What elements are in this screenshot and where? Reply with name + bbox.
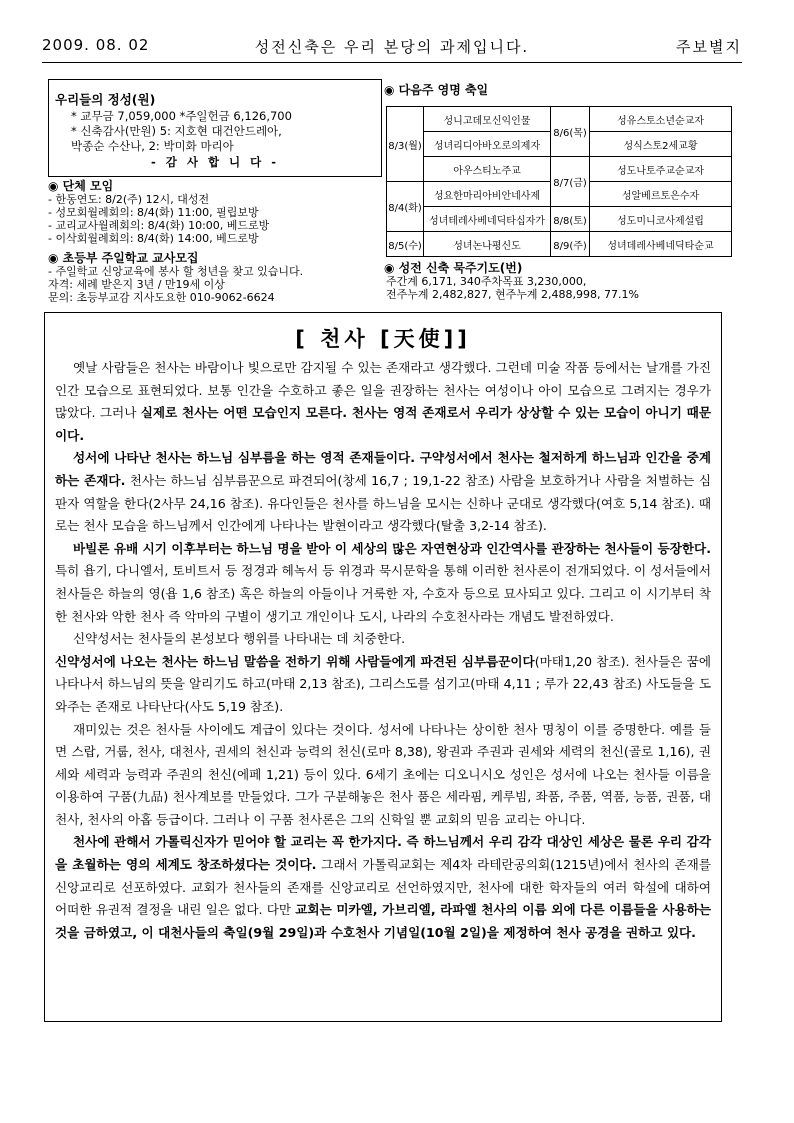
teacher-recruit-title: ◉ 초등부 주일학교 교사모집 <box>48 251 199 265</box>
paragraph-text: 특히 욥기, 다니엘서, 토비트서 등 정경과 헤녹서 등 위경과 묵시문학을 통해 이러한 천사론이 전개되었다. 이 성서들에서 천사들은 하늘의 영(욥 1,6 참조) 혹은 하늘의 아들이나 거룩한 자, 수호자 등으로 묘사되고 있다. 그리고 이 시기부터 착한 천사와 악한 천사 즉 악마의 구별이 생기고 개인이나 도시, 나라의 수호천사라는 개념도 발전하였다. <box>55 563 712 624</box>
meeting-item: - 이삭회월례회의: 8/4(화) 14:00, 베드로방 <box>48 232 259 245</box>
teacher-recruit <box>48 252 378 304</box>
offering-title: 우리들의 정성(원) <box>55 92 156 107</box>
article-paragraph <box>55 538 711 628</box>
saint-name: 성요한마리아비안네사제 <box>424 182 551 207</box>
article-paragraph <box>55 447 711 537</box>
offering-line: * 신축감사(만원) 5: 지호현 대건안드레아, <box>71 124 282 138</box>
meeting-item: - 성모회월례회의: 8/4(화) 11:00, 필립보방 <box>48 206 259 219</box>
paragraph-emphasis: 성서에 나타난 천사는 하느님 심부름을 하는 영적 존재들이다. 구약성서에서 천사는 철저하게 하느님과 인간을 중계하는 존재다. <box>55 450 711 488</box>
article-title: [ 천사 [天使]] <box>295 327 471 351</box>
saint-name: 성녀논나평신도 <box>424 232 551 257</box>
feast-date: 8/5(수) <box>387 232 424 257</box>
recruit-item: 자격: 세례 받은지 3년 / 만19세 이상 <box>48 278 225 291</box>
issue-date: 2009. 08. 02 <box>42 36 150 54</box>
bulletin-kind: 주보별지 <box>676 38 742 56</box>
paragraph-emphasis: 천사에 관해서 가톨릭신자가 믿어야 할 교리는 꼭 한가지다. 즉 하느님께서 우리 감각 대상인 세상은 물론 우리 감각을 초월하는 영의 세계도 창조하셨다는 것이다. <box>55 834 711 873</box>
page-header <box>42 36 742 58</box>
header-motto: 성전신축은 우리 본당의 과제입니다. <box>254 38 530 56</box>
table-row <box>387 107 732 132</box>
paragraph-text: 천사는 하느님 심부름꾼으로 파견되어(창세 16,7 ; 19,1-22 참조) 사람을 보호하거나 사람을 처벌하는 심판자 역할을 한다(2사무 24,16 참조). 유다인들은 천사를 하느님을 모시는 신하나 군대로 생각했다(여호 5,14 참조). 때로는 천사 모습을 하느님께서 인간에게 나타나는 발현이라고 생각했다(탈출 3,2-14 참조). <box>55 472 711 534</box>
meeting-item: - 교리교사월례회의: 8/4(화) 10:00, 베드로방 <box>48 219 270 232</box>
group-meetings <box>48 180 378 245</box>
recruit-item: - 주일학교 신앙교육에 봉사 할 청년을 찾고 있습니다. <box>48 265 304 278</box>
offering-line: 박종순 수산나, 2: 박미화 마리아 <box>71 139 234 153</box>
saint-name: 성녀데레사베네딕타순교 <box>590 232 732 257</box>
saint-name: 성유스토소년순교자 <box>590 107 732 132</box>
saint-name: 아우스티노주교 <box>424 157 551 182</box>
article-paragraph <box>55 831 711 944</box>
paragraph-text: 그래서 가톨릭교회는 제4차 라테란공의회(1215년)에서 천사의 존재를 신앙교리로 선포하였다. 교회가 천사들의 존재를 신앙교리로 선언하였지만, 천사에 대한 학자들의 여러 학설에 대하여 어떠한 유권적 결정을 내린 일은 없다. 다만 <box>55 857 711 918</box>
saint-name: 성알베르토은수자 <box>590 182 732 207</box>
saint-name: 성니고데모신익인물 <box>424 107 551 132</box>
offering-thanks: - 감 사 합 니 다 - <box>150 155 280 169</box>
offering-box <box>48 79 382 177</box>
feast-title: ◉ 다음주 영명 축일 <box>384 83 489 97</box>
paragraph-text: (마태1,20 참조). 천사들은 꿈에 나타나서 하느님의 뜻을 알리기도 하고(마태 2,13 참조), 그리스도를 섬기고(마태 4,11 ; 루가 22,43 참조) 사도들을 도와주는 존재로 나타난다(사도 5,19 참조). <box>55 653 711 714</box>
saint-name: 성도나토주교순교자 <box>590 157 732 182</box>
meeting-item: - 한동연도: 8/2(주) 12시, 대성전 <box>48 193 210 206</box>
saint-name: 성식스토2세교황 <box>590 132 732 157</box>
paragraph-emphasis: 실제로 천사는 어떤 모습인지 모른다. 천사는 영적 존재로서 우리가 상상할 수 있는 모습이 아니기 때문이다. <box>55 405 711 443</box>
table-row <box>387 207 732 232</box>
saint-name: 성도미니코사제설립 <box>590 207 732 232</box>
offering-line: * 교무금 7,059,000 *주일헌금 6,126,700 <box>71 109 292 123</box>
feast-date: 8/6(목) <box>551 107 590 157</box>
paragraph-text: 옛날 사람들은 천사는 바람이나 빛으로만 감지될 수 있는 존재라고 생각했다. 그런데 미술 작품 등에서는 날개를 가진 인간 모습으로 표현되었다. 보통 인간을 수호하고 좋은 일을 권장하는 천사는 여성이나 아이 모습으로 그려지는 경우가 많았다. 그러나 <box>55 360 711 421</box>
paragraph-emphasis: 바빌론 유배 시기 이후부터는 하느님 명을 받아 이 세상의 많은 자연현상과 인간역사를 관장하는 천사들이 등장한다. <box>73 540 711 556</box>
paragraph-emphasis: 신약성서에 나오는 천사는 하느님 말씀을 전하기 위해 사람들에게 파견된 심부름꾼이다 <box>55 653 535 669</box>
saint-name: 성녀테레사베네딕타십자가 <box>424 207 551 232</box>
rosary-section <box>384 262 742 301</box>
table-row <box>387 157 732 182</box>
saint-name: 성녀리디아바오로의제자 <box>424 132 551 157</box>
feast-table <box>386 106 732 257</box>
feast-date: 8/3(월) <box>387 107 424 182</box>
paragraph-emphasis: 교회는 미카엘, 가브리엘, 라파엘 천사의 이름 외에 다른 이름들을 사용하는 것을 금하였고, 이 대천사들의 축일(9월 29일)과 수호천사 기념일(10월 2일)을 제정하여 천사 공경을 권하고 있다. <box>55 902 712 940</box>
feast-date: 8/9(주) <box>551 232 590 257</box>
article-body <box>55 357 711 944</box>
recruit-item: 문의: 초등부교감 지사도요한 010-9062-6624 <box>48 291 275 304</box>
article-paragraph: 재미있는 것은 천사들 사이에도 계급이 있다는 것이다. 성서에 나타나는 상이한 천사 명칭이 이를 증명한다. 예를 들면 스랍, 거룹, 천사, 대천사, 권세의 천신과 능력의 천신(로마 8,38), 왕권과 주권과 권세와 세력의 천신(골로 1,16), 권세와 세력과 능력과 주권의 천신(에페 1,21) 등이 있다. 6세기 초에는 디오니시오 성인은 성서에 나오는 천사들 이름을 이용하여 구품(九品) 천사계보를 만들었다. 그가 구분해놓은 천사 품은 세라핌, 케루빔, 좌품, 주품, 역품, 능품, 권품, 대천사, 천사의 아홉 등급이다. 그러나 이 구품 천사론은 그의 신학일 뿐 교회의 믿음 교리는 아니다. <box>55 721 711 827</box>
article-paragraph: 신약성서는 천사들의 본성보다 행위를 나타내는 데 치중한다. <box>73 631 406 647</box>
rosary-title: ◉ 성전 신축 묵주기도(번) <box>384 261 523 275</box>
article-box <box>44 312 722 1022</box>
feast-date: 8/4(화) <box>387 182 424 232</box>
feast-date: 8/7(금) <box>551 157 590 207</box>
article-paragraph <box>55 357 711 447</box>
rosary-line: 주간계 6,171, 340주차목표 3,230,000, <box>386 275 587 288</box>
rosary-line: 전주누계 2,482,827, 현주누계 2,488,998, 77.1% <box>386 288 639 301</box>
article-paragraph <box>55 651 711 719</box>
feast-date: 8/8(토) <box>551 207 590 232</box>
header-divider <box>42 62 742 63</box>
table-row <box>387 232 732 257</box>
group-meetings-title: ◉ 단체 모임 <box>48 179 114 193</box>
feast-section <box>384 84 742 97</box>
